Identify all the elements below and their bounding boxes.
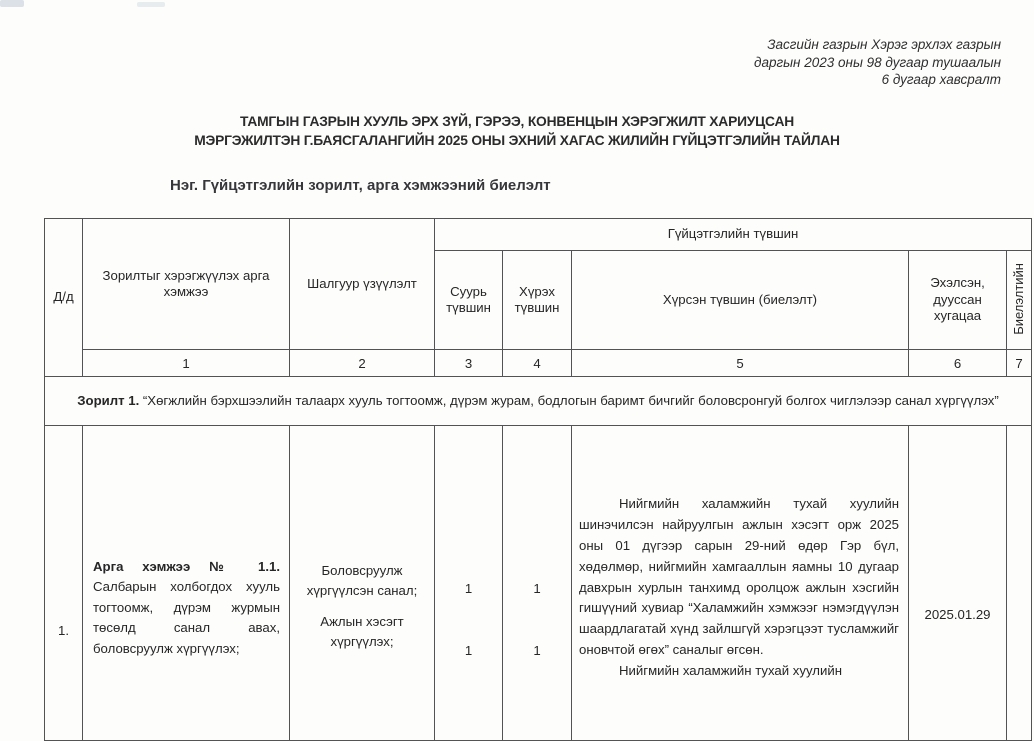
column-number: 7 — [1007, 350, 1032, 377]
table-header-row-group — [45, 219, 1032, 251]
decree-annotation-line: 6 дугаар хавсралт — [881, 72, 1001, 87]
header-achieved-level: Хүрсэн түвшин (биелэлт) — [572, 251, 909, 350]
header-fulfillment-label: Биелэлтийн — [1011, 262, 1027, 335]
result-paragraph: Нийгмийн халамжийн тухай хуулийн шинэчилсэн найруулгын ажлын хэсэгт орж 2025 оны 01 дүгээр сарын 29-ний өдөр Гэр бүл, хөдөлмөр, нийгмийн хамгааллын яамны 10 дугаар давхрын хурлын танхимд оролцож ажлын хэсгийн гишүүний хувиар “Халамжийн хэмжээг нэмэгдүүлэн шаардлагатай хүнд зайлшгүй хэрэгцээт тусламжийг оновчтой өгөх” саналыг өгсөн. — [579, 496, 899, 657]
decree-annotation-line: Засгийн газрын Хэрэг эрхлэх газрын — [767, 37, 1001, 52]
base-level-value: 1 — [464, 642, 473, 658]
indicator-item: Ажлын хэсэгт хүргүүлэх; — [320, 614, 404, 649]
target-level-value: 1 — [533, 642, 541, 658]
measure-number: Арга хэмжээ № 1.1. — [93, 558, 280, 574]
table-row — [45, 426, 1032, 741]
result-paragraph: Нийгмийн халамжийн тухай хуулийн — [619, 662, 842, 678]
header-period: Эхэлсэн, дууссан хугацаа — [909, 251, 1007, 350]
scan-artifact — [137, 2, 165, 7]
indicator-item: Боловсруулж хүргүүлсэн санал; — [306, 563, 418, 598]
header-target-level: Хүрэх түвшин — [503, 251, 572, 350]
column-number: 1 — [83, 350, 290, 377]
column-number: 4 — [503, 350, 572, 377]
indicator-cell — [290, 426, 435, 741]
header-dd: Д/д — [45, 219, 83, 377]
fulfillment-cell — [1007, 426, 1032, 741]
objective-cell — [45, 377, 1032, 426]
measure-cell — [83, 426, 290, 741]
base-level-cell — [435, 426, 503, 741]
objective-label: Зорилт 1. — [77, 393, 140, 408]
header-fulfillment — [1007, 251, 1032, 350]
period-cell: 2025.01.29 — [909, 426, 1007, 741]
header-indicator: Шалгуур үзүүлэлт — [290, 219, 435, 350]
header-measure: Зорилтыг хэрэгжүүлэх арга хэмжээ — [83, 219, 290, 350]
column-number-row — [45, 350, 1032, 377]
header-base-level: Суурь түвшин — [435, 251, 503, 350]
decree-annotation-line: даргын 2023 оны 98 дугаар тушаалын — [753, 54, 1001, 70]
target-level-cell — [503, 426, 572, 741]
result-cell — [572, 426, 909, 741]
scan-artifact — [0, 0, 24, 7]
header-performance-level-group: Гүйцэтгэлийн түвшин — [435, 219, 1032, 251]
row-index: 1. — [45, 426, 83, 741]
report-title-line: ТАМГЫН ГАЗРЫН ХУУЛЬ ЭРХ ЗҮЙ, ГЭРЭЭ, КОНВЕНЦЫН ХЭРЭГЖИЛТ ХАРИУЦСАН — [239, 114, 794, 129]
decree-annotation — [754, 36, 1001, 89]
column-number: 6 — [909, 350, 1007, 377]
column-number: 5 — [572, 350, 909, 377]
measure-text: Салбарын холбогдох хууль тогтоомж, дүрэм журмын төсөлд санал авах, боловсруулж хүргүүлэх; — [93, 579, 280, 656]
column-number: 3 — [435, 350, 503, 377]
report-title-line: МЭРГЭЖИЛТЭН Г.БАЯСГАЛАНГИЙН 2025 ОНЫ ЭХНИЙ ХАГАС ЖИЛИЙН ГҮЙЦЭТГЭЛИЙН ТАЙЛАН — [194, 132, 840, 148]
report-title — [0, 113, 1034, 150]
column-number: 2 — [290, 350, 435, 377]
performance-table — [44, 218, 1032, 741]
target-level-value: 1 — [533, 580, 541, 596]
objective-row — [45, 377, 1032, 426]
base-level-value: 1 — [464, 580, 473, 596]
objective-text: “Хөгжлийн бэрхшээлийн талаарх хууль тогтоомж, дүрэм журам, бодлогын баримт бичгийг боловсронгуй болгох чиглэлээр санал хүргүүлэх” — [139, 393, 999, 408]
section-heading: Нэг. Гүйцэтгэлийн зорилт, арга хэмжээний биелэлт — [170, 177, 551, 194]
